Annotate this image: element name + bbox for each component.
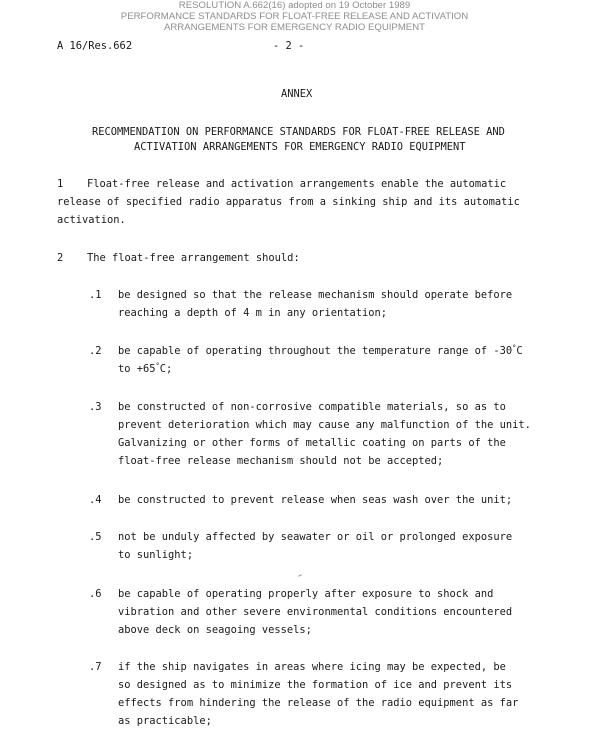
- item-line: above deck on seagoing vessels;: [118, 624, 312, 636]
- paragraph-line: release of specified radio apparatus from a sinking ship and its automatic: [57, 196, 520, 208]
- scan-mark: [298, 574, 302, 577]
- item-line: so designed as to minimize the formation of ice and prevent its: [118, 679, 513, 691]
- item-line: if the ship navigates in areas where icing may be expected, be: [118, 661, 506, 673]
- item-line: Galvanizing or other forms of metallic coating on parts of the: [118, 437, 506, 449]
- item-number: .5: [89, 531, 102, 543]
- paragraph-line: Float-free release and activation arrangements enable the automatic: [87, 178, 507, 190]
- item-line: be capable of operating throughout the temperature range of -30°C: [118, 344, 523, 357]
- paragraph-line: activation.: [57, 214, 126, 226]
- item-number: .3: [89, 401, 102, 413]
- item-line: prevent deterioration which may cause any malfunction of the unit.: [118, 419, 531, 431]
- item-line: vibration and other severe environmental conditions encountered: [118, 606, 513, 618]
- degree-sign: °: [155, 362, 160, 370]
- item-line: to +65°C;: [118, 362, 173, 375]
- item-line: effects from hindering the release of the radio equipment as far: [118, 697, 519, 709]
- item-number: .1: [89, 289, 102, 301]
- item-line: be constructed to prevent release when seas wash over the unit;: [118, 494, 513, 506]
- item-number: .7: [89, 661, 102, 673]
- item-number: .2: [89, 345, 102, 357]
- item-number: .4: [89, 494, 102, 506]
- banner-line-2: PERFORMANCE STANDARDS FOR FLOAT-FREE RELEASE AND ACTIVATION: [120, 11, 469, 22]
- degree-sign: °: [512, 344, 517, 352]
- paragraph-number: 2: [57, 252, 64, 264]
- item-line: float-free release mechanism should not be accepted;: [118, 455, 444, 467]
- item-number: .6: [89, 588, 102, 600]
- item-line: as practicable;: [118, 715, 212, 727]
- item-line: to sunlight;: [118, 549, 194, 561]
- title-line-1: RECOMMENDATION ON PERFORMANCE STANDARDS FOR FLOAT-FREE RELEASE AND: [92, 126, 505, 138]
- paragraph-intro: The float-free arrangement should:: [87, 252, 300, 264]
- title-line-2: ACTIVATION ARRANGEMENTS FOR EMERGENCY RADIO EQUIPMENT: [134, 141, 466, 153]
- banner-line-1: RESOLUTION A.662(16) adopted on 19 October 1989: [178, 0, 411, 11]
- item-line: be designed so that the release mechanism should operate before: [118, 289, 513, 301]
- item-line: be capable of operating properly after exposure to shock and: [118, 588, 494, 600]
- item-line: reaching a depth of 4 m in any orientation;: [118, 307, 387, 319]
- paragraph-number: 1: [57, 178, 64, 190]
- annex-label: ANNEX: [281, 88, 313, 100]
- item-line: not be unduly affected by seawater or oil or prolonged exposure: [118, 531, 513, 543]
- page-number: - 2 -: [273, 40, 305, 52]
- item-line: be constructed of non-corrosive compatible materials, so as to: [118, 401, 506, 413]
- banner-line-3: ARRANGEMENTS FOR EMERGENCY RADIO EQUIPMENT: [163, 22, 425, 33]
- document-reference: A 16/Res.662: [57, 40, 133, 52]
